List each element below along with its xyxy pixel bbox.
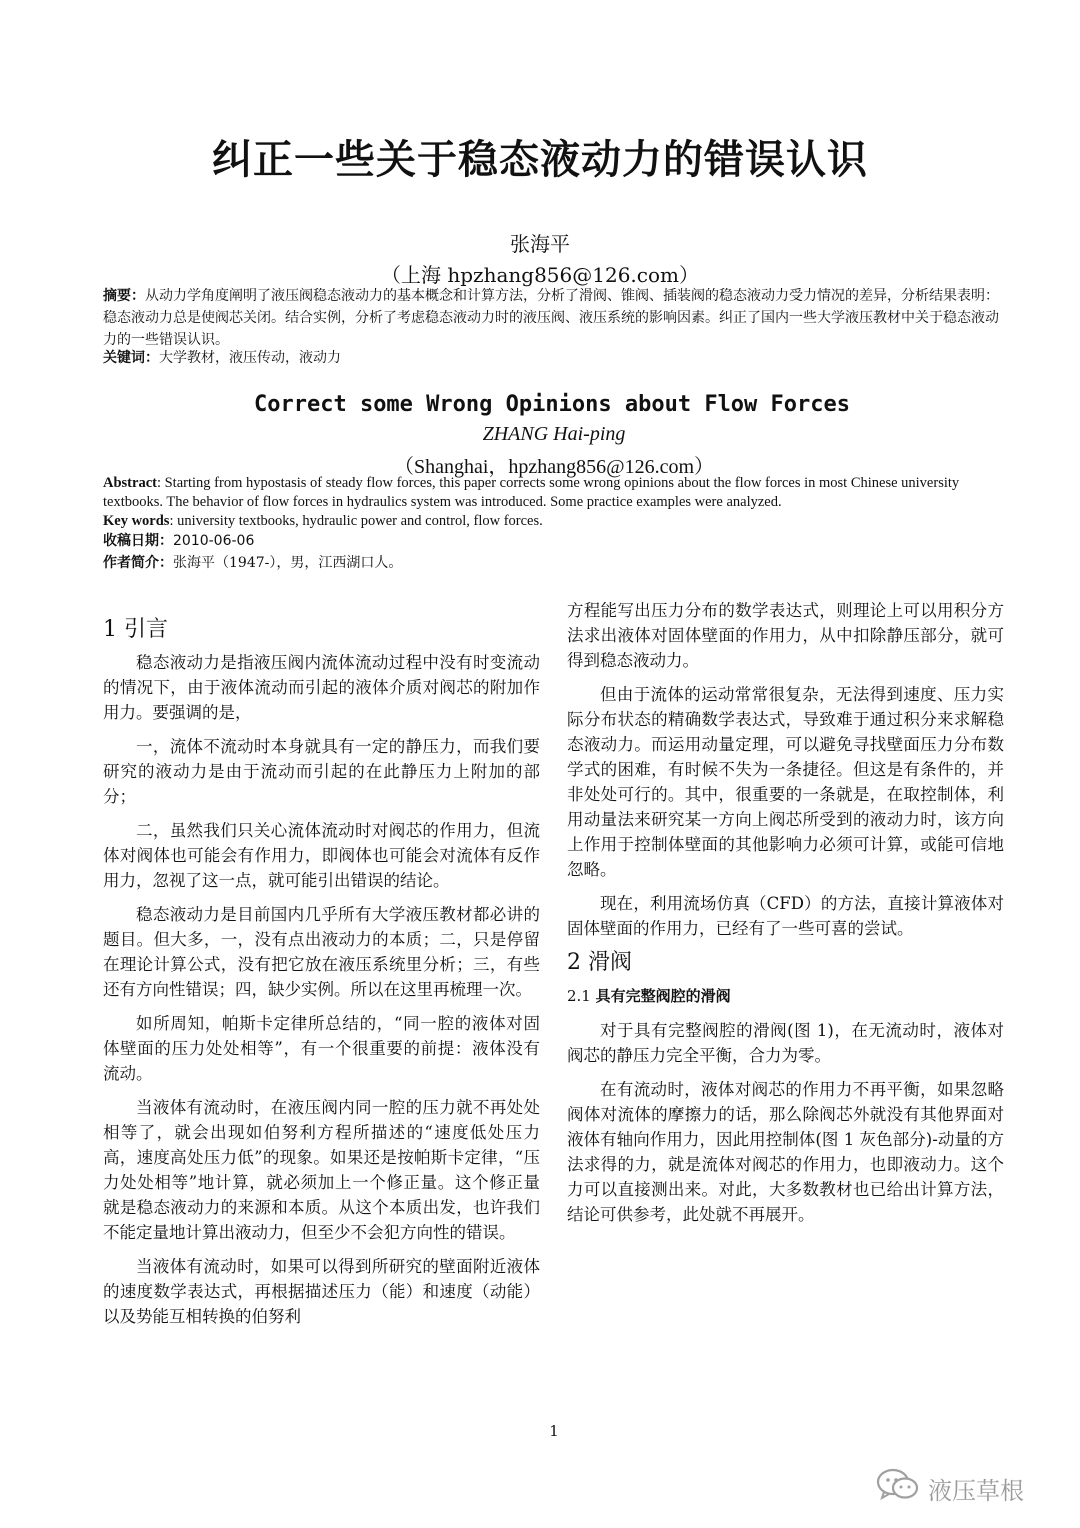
paper-title: 纠正一些关于稳态液动力的错误认识 bbox=[212, 136, 868, 183]
subsection-number: 2.1 bbox=[567, 987, 591, 1005]
author-note-label: 作者简介： bbox=[103, 555, 173, 571]
keywords-cn-label: 关键词： bbox=[103, 350, 159, 366]
abstract-cn-text: 从动力学角度阐明了液压阀稳态液动力的基本概念和计算方法，分析了滑阀、锥阀、插装阀的稳态液动力受力情况的差异，分析结果表明：稳态液动力总是使阀芯关闭。结合实例，分析了考虑稳态液动力时的液压阀、液压系统的影响因素。纠正了国内一些大学液压教材中关于稳态液动力的一些错误认识。 bbox=[103, 288, 999, 348]
paragraph: 在有流动时，液体对阀芯的作用力不再平衡，如果忽略阀体对流体的摩擦力的话，那么除阀芯外就没有其他界面对液体有轴向作用力，因此用控制体(图 1 灰色部分)-动量的方法求得的力，就是流体对阀芯的作用力，也即液动力。这个力可以直接测出来。对此，大多数教材也已给出计算方法，结论可供参考，此处就不再展开。 bbox=[567, 1080, 1004, 1224]
paragraph: 如所周知，帕斯卡定律所总结的，“同一腔的液体对固体壁面的压力处处相等”，有一个很重要的前提：液体没有流动。 bbox=[103, 1014, 540, 1083]
paragraph: 当液体有流动时，在液压阀内同一腔的压力就不再处处相等了，就会出现如伯努利方程所描述的“速度低处压力高，速度高处压力低”的现象。如果还是按帕斯卡定律，“压力处处相等”地计算，就必须加上一个修正量。这个修正量就是稳态液动力的来源和本质。从这个本质出发，也许我们不能定量地计算出液动力，但至少不会犯方向性的错误。 bbox=[103, 1098, 540, 1242]
paragraph: 二，虽然我们只关心流体流动时对阀芯的作用力，但流体对阀体也可能会有作用力，即阀体也可能会对流体有反作用力，忽视了这一点，就可能引出错误的结论。 bbox=[103, 821, 540, 890]
abstract-en bbox=[103, 474, 1008, 511]
author-note-text: 张海平（1947-），男，江西湖口人。 bbox=[173, 555, 403, 571]
paragraph: 方程能写出压力分布的数学表达式，则理论上可以用积分方法求出液体对固体壁面的作用力，从中扣除静压部分，就可得到稳态液动力。 bbox=[567, 601, 1004, 670]
affiliation-cn: （上海 hpzhang856@126.com） bbox=[381, 263, 699, 287]
subsection-title: 具有完整阀腔的滑阀 bbox=[595, 987, 731, 1005]
left-column bbox=[103, 650, 540, 1338]
received-date bbox=[103, 531, 254, 551]
paragraph: 但由于流体的运动常常很复杂，无法得到速度、压力实际分布状态的精确数学表达式，导致难于通过积分来求解稳态液动力。而运用动量定理，可以避免寻找壁面压力分布数学式的困难，有时候不失为一条捷径。但这是有条件的，并非处处可行的。其中，很重要的一条就是，在取控制体，利用动量法来研究某一方向上阀芯所受到的液动力时，该方向上作用于控制体壁面的其他影响力必须可计算，或能可信地忽略。 bbox=[567, 685, 1004, 879]
abstract-en-label: Abstract bbox=[103, 475, 157, 491]
paragraph: 当液体有流动时，如果可以得到所研究的壁面附近液体的速度数学表达式，再根据描述压力（能）和速度（动能）以及势能互相转换的伯努利 bbox=[103, 1257, 540, 1326]
page-number: 1 bbox=[549, 1422, 559, 1440]
right-column bbox=[567, 598, 1004, 1236]
received-label: 收稿日期： bbox=[103, 533, 173, 549]
keywords-cn-text: 大学教材，液压传动，液动力 bbox=[159, 350, 341, 366]
abstract-cn bbox=[103, 285, 1008, 351]
keywords-en bbox=[103, 512, 1008, 530]
subsection-heading bbox=[567, 984, 1004, 1009]
watermark bbox=[876, 1468, 1056, 1508]
paragraph: 现在，利用流场仿真（CFD）的方法，直接计算液体对固体壁面的作用力，已经有了一些可喜的尝试。 bbox=[567, 894, 1004, 938]
paragraph: 稳态液动力是目前国内几乎所有大学液压教材都必讲的题目。但大多，一，没有点出液动力的本质；二，只是停留在理论计算公式，没有把它放在液压系统里分析；三，有些还有方向性错误；四，缺少实例。所以在这里再梳理一次。 bbox=[103, 905, 540, 999]
abstract-en-text: : Starting from hypostasis of steady flow forces, this paper corrects some wrong opinions about the flow forces in most Chinese university textbooks. The behavior of flow forces in hydraulics system was introduced. Some practice examples were analyzed. bbox=[103, 475, 960, 510]
author-name-cn: 张海平 bbox=[510, 232, 570, 256]
paragraph: 一，流体不流动时本身就具有一定的静压力，而我们要研究的液动力是由于流动而引起的在此静压力上附加的部分； bbox=[103, 737, 540, 806]
keywords-en-label: Key words bbox=[103, 513, 170, 529]
paragraph: 对于具有完整阀腔的滑阀(图 1)，在无流动时，液体对阀芯的静压力完全平衡，合力为零。 bbox=[567, 1021, 1004, 1065]
watermark-text: 液压草根 bbox=[928, 1476, 1024, 1505]
keywords-en-text: : university textbooks, hydraulic power and control, flow forces. bbox=[169, 513, 543, 529]
affiliation-en: （Shanghai，hpzhang856@126.com） bbox=[393, 456, 715, 478]
author-name-en: ZHANG Hai-ping bbox=[482, 423, 626, 445]
section-2-heading: 2 滑阀 bbox=[567, 950, 632, 975]
received-value: 2010-06-06 bbox=[173, 533, 255, 549]
wechat-icon bbox=[876, 1467, 920, 1509]
keywords-cn bbox=[103, 347, 1008, 369]
section-1-heading: 1 引言 bbox=[103, 617, 168, 642]
paragraph: 稳态液动力是指液压阀内流体流动过程中没有时变流动的情况下，由于液体流动而引起的液体介质对阀芯的附加作用力。要强调的是， bbox=[103, 653, 540, 722]
abstract-cn-label: 摘要： bbox=[103, 288, 145, 304]
author-note bbox=[103, 553, 402, 573]
paper-title-en: Correct some Wrong Opinions about Flow Forces bbox=[253, 392, 851, 417]
